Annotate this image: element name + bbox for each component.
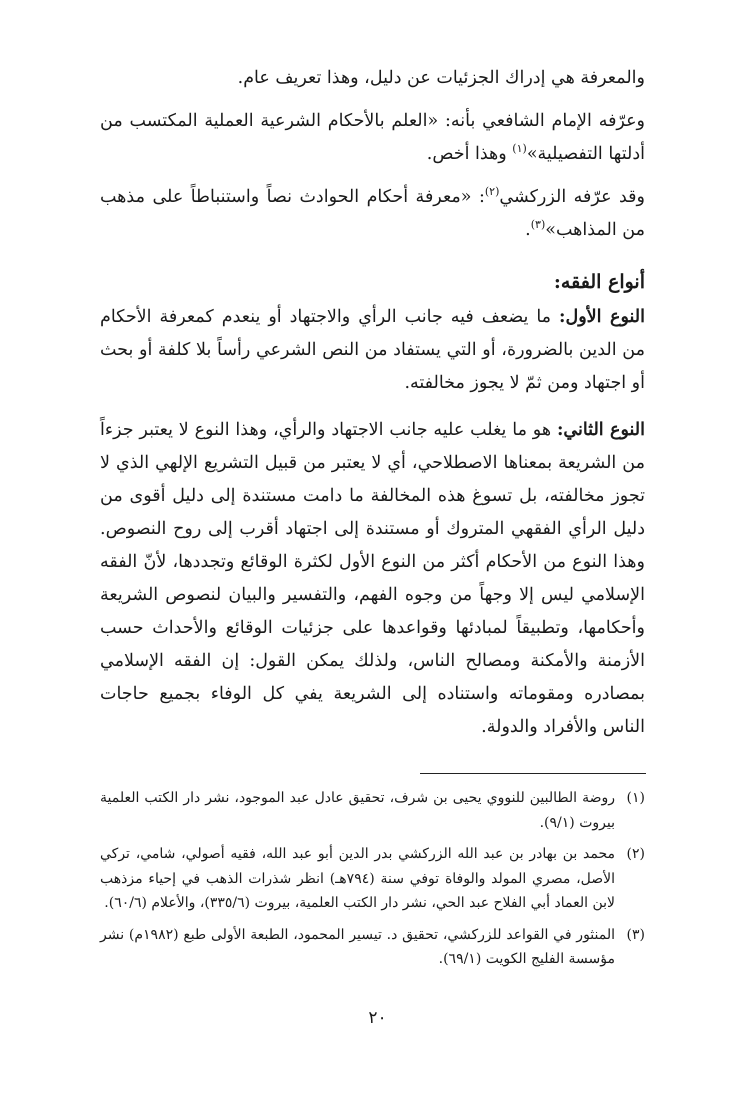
paragraph-type-one (100, 301, 645, 400)
footnote-ref-2[interactable]: (٢) (484, 185, 500, 199)
paragraph-zarkashi-definition (100, 181, 645, 247)
footnote-3 (100, 923, 645, 972)
footnote-ref-3[interactable]: (٣) (530, 218, 546, 232)
paragraph-text: وعرّفه الإمام الشافعي بأنه: «العلم بالأحكام الشرعية العملية المكتسب من أدلتها التفصيلية» (100, 111, 645, 164)
footnote-number: (٢) (626, 846, 645, 862)
footnotes (100, 786, 645, 979)
footnote-1 (100, 786, 645, 835)
paragraph-text: . (525, 220, 531, 240)
footnote-number: (١) (626, 790, 645, 806)
main-text (100, 62, 645, 744)
page-number: ٢٠ (368, 1008, 387, 1028)
footnote-separator (420, 773, 646, 774)
paragraph-type-two (100, 414, 645, 744)
paragraph-text: هو ما يغلب عليه جانب الاجتهاد والرأي، وهذا النوع لا يعتبر جزءاً من الشريعة بمعناها الاصطلاحي، أي لا يعتبر من قبيل التشريع الإلهي الذي لا تجوز مخالفته، بل تسوغ هذه المخالفة ما دامت مستندة إلى دليل أقوى من دليل الرأي الفقهي المتروك أو مستندة إلى اجتهاد أقرب إلى روح النصوص. وهذا النوع من الأحكام أكثر من النوع الأول لكثرة الوقائع وتجددها، لأنّ الفقه الإسلامي ليس إلا وجهاً من وجوه الفهم، والتفسير والبيان لنصوص الشريعة وأحكامها، وتطبيقاً لمبادئها وقواعدها على جزئيات الوقائع والأحداث حسب الأزمنة والأمكنة ومصالح الناس، ولذلك يمكن القول: إن الفقه الإسلامي بمصادره ومقوماته واستناده إلى الشريعة يفي كل الوفاء بجميع حاجات الناس والأفراد والدولة. (100, 420, 645, 737)
footnote-ref-1[interactable]: (١) (512, 142, 527, 156)
section-heading: أنواع الفقه: (553, 271, 645, 293)
paragraph-text: والمعرفة هي إدراك الجزئيات عن دليل، وهذا تعريف عام. (237, 68, 645, 88)
type-two-label: النوع الثاني: (556, 420, 645, 440)
footnote-number: (٣) (626, 926, 645, 943)
paragraph-text: وقد عرّفه الزركشي (499, 187, 645, 207)
footnote-text: المنثور في القواعد للزركشي، تحقيق د. تيسير المحمود، الطبعة الأولى طبع (١٩٨٢م) نشر مؤسسة الفليج الكويت (٦٩/١). (100, 926, 615, 967)
footnote-text: محمد بن بهادر بن عبد الله الزركشي بدر الدين أبو عبد الله، فقيه أصولي، شامي، تركي الأصل، مصري المولد والوفاة توفي سنة (٧٩٤هـ) انظر شذرات الذهب في إحياء مزذهب لابن العماد أبي الفلاح عبد الحي، نشر دار الكتب العلمية، بيروت (٣٣٥/٦)، والأعلام (٦٠/٦). (100, 846, 615, 911)
paragraph-text: ما يضعف فيه جانب الرأي والاجتهاد أو ينعدم كمعرفة الأحكام من الدين بالضرورة، أو التي يستفاد من النص الشرعي رأساً بلا كلفة أو بحث أو اجتهاد ومن ثمّ لا يجوز مخالفته. (100, 307, 645, 393)
paragraph-text: وهذا أخص. (426, 144, 513, 164)
footnote-2 (100, 842, 645, 916)
paragraph-text: : «معرفة أحكام الحوادث نصاً واستنباطاً على مذهب من المذاهب» (100, 187, 645, 240)
paragraph-knowledge-definition (100, 62, 645, 95)
paragraph-shafii-definition (100, 105, 645, 171)
type-one-label: النوع الأول: (559, 307, 645, 327)
footnote-text: روضة الطالبين للنووي يحيى بن شرف، تحقيق عادل عبد الموجود، نشر دار الكتب العلمية بيروت (٩/١). (100, 790, 615, 831)
